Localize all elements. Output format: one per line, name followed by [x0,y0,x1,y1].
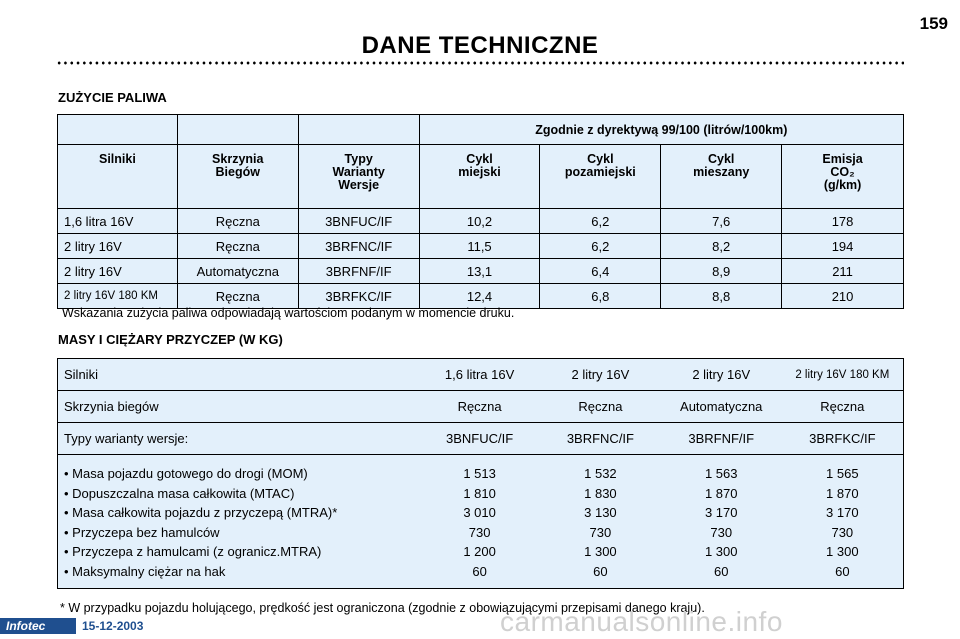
fuel-table-column-header-row [58,145,904,209]
mass-value: 1 513 [463,466,496,481]
mass-value: 1 870 [826,485,859,501]
mass-value: 1 200 [463,544,496,560]
fuel-table-cell: Ręczna [177,234,298,259]
mass-value: 3 130 [584,505,617,521]
fuel-table-cell: 10,2 [419,209,540,234]
mass-table-row [58,423,904,455]
fuel-section-heading: ZUŻYCIE PALIWA [58,90,167,105]
fuel-table-cell: 3BRFNF/IF [298,259,419,284]
fuel-table-cell: 3BRFNC/IF [298,234,419,259]
mass-table-cell: 3BNFUC/IF [419,423,540,455]
mass-value-column [661,455,782,589]
fuel-column-header-line: pozamiejski [564,165,636,179]
page-number: 159 [919,14,948,33]
fuel-column-header-line: miejski [458,165,501,179]
fuel-table-cell: 6,2 [540,234,661,259]
mass-value: 60 [835,563,850,579]
mass-item-label: • Masa pojazdu gotowego do drogi (MOM) [64,466,308,481]
fuel-table-row [58,234,904,259]
fuel-table-cell: 2 litry 16V 180 KM [58,284,178,309]
fuel-column-header-line: Warianty [332,165,385,179]
mass-values-row [58,455,904,589]
mass-item-labels [58,455,420,589]
mass-item-label: • Masa całkowita pojazdu z przyczepą (MTRA)* [64,505,338,521]
mass-value: 1 300 [826,544,859,560]
mass-table-cell: Ręczna [782,391,904,423]
fuel-table-cell: 8,8 [661,284,782,309]
fuel-table-cell: 2 litry 16V [58,259,178,284]
mass-value: 1 563 [704,466,738,481]
mass-table-cell: 3BRFNF/IF [661,423,782,455]
fuel-table-cell: 6,4 [540,259,661,284]
watermark: carmanualsonline.info [500,606,783,637]
mass-table-cell: 2 litry 16V [540,359,661,391]
fuel-column-header-line: Typy [344,152,373,166]
mass-table-cell: 2 litry 16V 180 KM [782,359,904,391]
mass-value: 3 010 [463,505,496,521]
mass-table-cell: Ręczna [540,391,661,423]
mass-value: 1 830 [584,485,617,501]
mass-table [57,358,904,589]
mass-table-cell: 3BRFKC/IF [782,423,904,455]
fuel-table-cell: 8,9 [661,259,782,284]
mass-item-label: • Przyczepa bez hamulców [64,524,220,540]
mass-value-column [419,455,540,589]
fuel-table-cell: 7,6 [661,209,782,234]
mass-table-cell: Typy warianty wersje: [58,423,420,455]
mass-table-cell: Skrzynia biegów [58,391,420,423]
fuel-table-span-header-row [58,115,904,145]
mass-value: 3 170 [704,505,738,521]
fuel-table-row [58,284,904,309]
fuel-consumption-table [57,114,904,309]
fuel-table-cell: 11,5 [419,234,540,259]
mass-value: 730 [831,524,854,540]
mass-table-body [58,359,904,589]
fuel-table-cell: 6,8 [540,284,661,309]
fuel-table-cell: 194 [782,234,904,259]
fuel-column-header-line: Cykl [708,152,735,166]
fuel-table-cell: 2 litry 16V [58,234,178,259]
print-date: 15-12-2003 [82,619,144,633]
mass-value: 60 [713,563,729,579]
mass-value: 60 [593,563,608,579]
fuel-table-cell: 12,4 [419,284,540,309]
mass-value: 1 300 [704,544,738,560]
mass-table-cell: 2 litry 16V [661,359,782,391]
fuel-column-header-line: Cykl [587,152,614,166]
fuel-column-header [661,145,782,209]
mass-table-cell: Automatyczna [661,391,782,423]
fuel-table-cell: 211 [782,259,904,284]
mass-value: 1 870 [704,485,738,501]
mass-value: 1 300 [584,544,617,560]
fuel-column-header-line: Cykl [466,152,493,166]
fuel-column-header [782,145,904,209]
fuel-table-cell: 3BNFUC/IF [298,209,419,234]
fuel-table-body [58,209,904,309]
fuel-note: Wskazania zużycia paliwa odpowiadają wartościom podanym w momencie druku. [62,306,515,320]
fuel-column-header-line: Biegów [215,165,260,179]
mass-table-row [58,359,904,391]
mass-value-column [540,455,661,589]
mass-item-label: • Maksymalny ciężar na hak [64,563,226,579]
fuel-table-cell: Ręczna [177,284,298,309]
fuel-table-row [58,209,904,234]
directive-header: Zgodnie z dyrektywą 99/100 (litrów/100km) [419,115,903,145]
mass-value: 730 [468,524,491,540]
mass-value: 3 170 [826,505,859,521]
fuel-column-header [298,145,419,209]
fuel-table-cell: 3BRFKC/IF [298,284,419,309]
fuel-table-cell: Automatyczna [177,259,298,284]
mass-value-column [782,455,904,589]
footnote: * W przypadku pojazdu holującego, prędkość jest ograniczona (zgodnie z obowiązującymi przepisami danego kraju). [60,601,705,615]
fuel-table-cell: 178 [782,209,904,234]
mass-item-label: • Dopuszczalna masa całkowita (MTAC) [64,485,295,501]
fuel-column-header [419,145,540,209]
fuel-column-header-line: Emisja [822,152,863,166]
page-title: DANE TECHNICZNE [361,32,599,59]
mass-value: 1 565 [826,466,859,481]
fuel-column-header-line: Skrzynia [212,152,264,166]
fuel-table-cell: 8,2 [661,234,782,259]
fuel-column-header-line: Wersje [338,178,380,192]
fuel-column-header [540,145,661,209]
fuel-table-cell: 210 [782,284,904,309]
fuel-column-header [58,145,178,209]
fuel-table-row [58,259,904,284]
fuel-table-cell: 13,1 [419,259,540,284]
mass-value: 60 [472,563,487,579]
infotec-logo: Infotec [0,618,76,634]
fuel-table-cell: 1,6 litra 16V [58,209,178,234]
mass-table-cell: Silniki [58,359,420,391]
fuel-column-header-line: mieszany [693,165,750,179]
mass-value: 1 810 [463,485,496,501]
fuel-column-header-line: Silniki [98,152,136,166]
mass-value: 730 [710,524,733,540]
mass-table-cell: 3BRFNC/IF [540,423,661,455]
mass-value: 1 532 [584,466,617,481]
mass-table-row [58,391,904,423]
fuel-table-cell: 6,2 [540,209,661,234]
fuel-column-header-line: CO₂ [830,165,855,179]
mass-section-heading: MASY I CIĘŻARY PRZYCZEP (W KG) [58,332,283,347]
dotted-divider [56,60,904,66]
mass-table-cell: 1,6 litra 16V [419,359,540,391]
fuel-column-header [177,145,298,209]
mass-table-cell: Ręczna [419,391,540,423]
fuel-table-cell: Ręczna [177,209,298,234]
fuel-column-header-line: (g/km) [823,178,862,192]
mass-item-label: • Przyczepa z hamulcami (z ogranicz.MTRA) [64,544,322,560]
mass-value: 730 [589,524,612,540]
